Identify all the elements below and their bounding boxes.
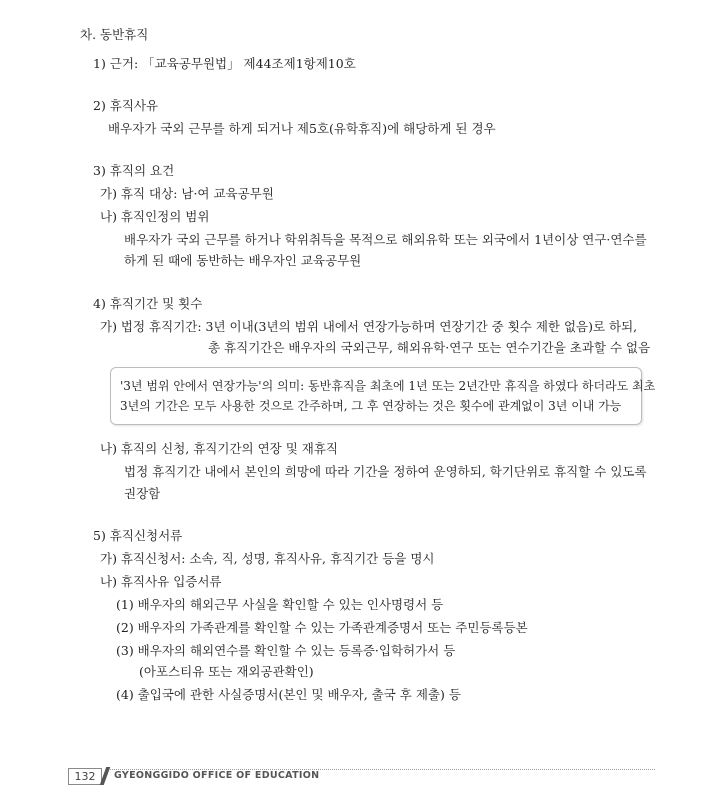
period-legal-2: 총 휴직기간은 배우자의 국외근무, 해외유학·연구 또는 연수기간을 초과할 수 없음 (208, 340, 651, 355)
period-extension-body-2: 권장함 (124, 486, 161, 501)
requirements-target: 가) 휴직 대상: 남·여 교육공무원 (100, 186, 274, 201)
reason-title: 2) 휴직사유 (93, 98, 159, 113)
requirements-scope-title: 나) 휴직인정의 범위 (100, 209, 210, 224)
documents-proof-item: (1) 배우자의 해외근무 사실을 확인할 수 있는 인사명령서 등 (116, 597, 444, 612)
documents-proof-title: 나) 휴직사유 입증서류 (100, 574, 222, 589)
requirements-scope-body-1: 배우자가 국외 근무를 하거나 학위취득을 목적으로 해외유학 또는 외국에서 1년이상 연구·연수를 (124, 232, 647, 247)
documents-proof-item-note: (아포스티유 또는 재외공관확인) (139, 664, 314, 679)
section-heading: 차. 동반휴직 (80, 27, 149, 42)
documents-proof-item: (3) 배우자의 해외연수를 확인할 수 있는 등록증·입학허가서 등 (116, 643, 456, 658)
period-title: 4) 휴직기간 및 횟수 (93, 296, 203, 311)
period-extension-title: 나) 휴직의 신청, 휴직기간의 연장 및 재휴직 (100, 441, 338, 456)
documents-proof-item: (4) 출입국에 관한 사실증명서(본인 및 배우자, 출국 후 제출) 등 (116, 687, 461, 702)
note-line-2: 3년의 기간은 모두 사용한 것으로 간주하며, 그 후 연장하는 것은 횟수에 관계없이 3년 이내 가능 (120, 399, 622, 413)
page-number: 132 (68, 768, 102, 785)
reason-body: 배우자가 국외 근무를 하게 되거나 제5호(유학휴직)에 해당하게 된 경우 (108, 121, 496, 136)
documents-title: 5) 휴직신청서류 (93, 528, 183, 543)
basis-item: 1) 근거: 「교육공무원법」 제44조제1항제10호 (93, 56, 356, 71)
requirements-title: 3) 휴직의 요건 (93, 163, 175, 178)
documents-application: 가) 휴직신청서: 소속, 직, 성명, 휴직사유, 휴직기간 등을 명시 (100, 551, 435, 566)
note-line-1: '3년 범위 안에서 연장가능'의 의미: 동반휴직을 최초에 1년 또는 2년간만 휴직을 하였다 하더라도 최초 (120, 379, 656, 393)
note-box (110, 367, 642, 425)
footer-publisher: GYEONGGIDO OFFICE OF EDUCATION (114, 770, 320, 781)
requirements-scope-body-2: 하게 된 때에 동반하는 배우자인 교육공무원 (124, 253, 362, 268)
period-legal-1: 가) 법정 휴직기간: 3년 이내(3년의 범위 내에서 연장가능하며 연장기간 중 횟수 제한 없음)로 하되, (100, 319, 638, 334)
period-extension-body-1: 법정 휴직기간 내에서 본인의 희망에 따라 기간을 정하여 운영하되, 학기단위로 휴직할 수 있도록 (124, 464, 647, 479)
documents-proof-item: (2) 배우자의 가족관계를 확인할 수 있는 가족관계증명서 또는 주민등록등본 (116, 620, 528, 635)
